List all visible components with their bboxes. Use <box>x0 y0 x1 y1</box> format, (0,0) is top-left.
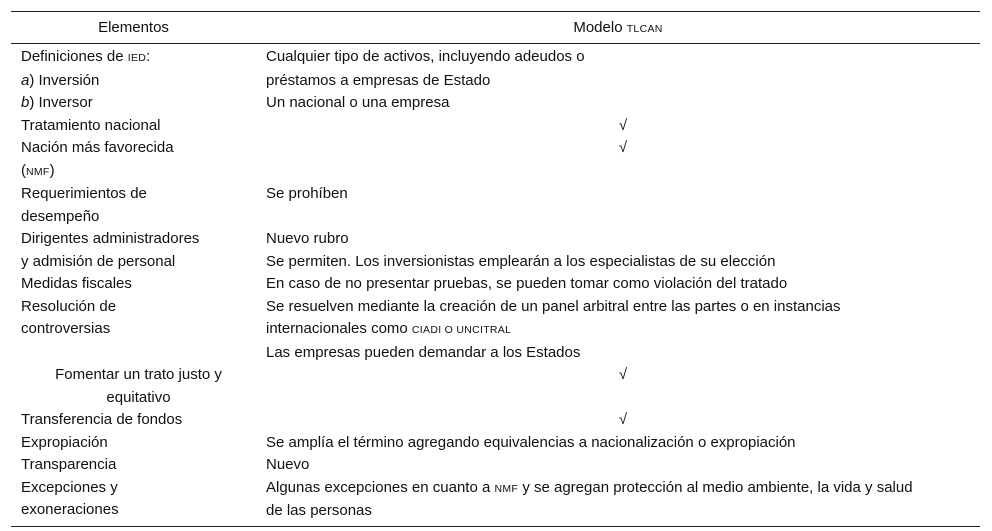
table-row <box>11 44 980 70</box>
table-row <box>11 296 980 342</box>
table-header <box>11 12 980 44</box>
table-row <box>11 273 980 296</box>
table-row <box>11 477 980 527</box>
row-label: Transferencia de fondos <box>21 411 183 428</box>
table-row <box>11 251 980 274</box>
table-row <box>11 409 980 432</box>
row-label: Requerimientos de desempeño <box>21 185 147 225</box>
row-label: Excepciones y exoneraciones <box>21 478 119 518</box>
row-value: Se permiten. Los inversionistas emplearán a los especialistas de su elección <box>266 252 776 270</box>
row-label: Medidas fiscales <box>21 275 132 292</box>
row-label: y admisión de personal <box>21 252 176 270</box>
row-value: Se prohíben <box>266 185 348 202</box>
row-label: Transparencia <box>21 456 117 473</box>
table-row <box>11 70 980 93</box>
check-mark: √ <box>618 366 628 383</box>
header-elementos: Elementos <box>98 19 169 36</box>
table-row <box>11 364 980 409</box>
row-value: Se resuelven mediante la creación de un panel arbitral entre las partes o en instancias internacionales como CIADI O UNCITRAL <box>266 297 841 337</box>
row-label: Fomentar un trato justo y equitativo <box>55 366 222 406</box>
table-row <box>11 454 980 477</box>
row-value: Un nacional o una empresa <box>266 94 450 111</box>
row-label: Dirigentes administradores <box>21 230 200 247</box>
header-row <box>11 12 980 44</box>
row-label: Resolución de controversias <box>21 297 117 337</box>
row-value: Se amplía el término agregando equivalencias a nacionalización o expropiación <box>266 433 796 451</box>
table-row <box>11 183 980 228</box>
row-label: Nación más favorecida (NMF) <box>21 139 174 179</box>
table-row <box>11 137 980 183</box>
table-body <box>11 44 980 527</box>
header-modelo: Modelo TLCAN <box>573 19 663 36</box>
table-row <box>11 92 980 115</box>
table-row <box>11 115 980 138</box>
row-value: Las empresas pueden demandar a los Estados <box>266 343 581 361</box>
check-mark: √ <box>618 411 628 428</box>
check-mark: √ <box>618 139 628 156</box>
table-row <box>11 342 980 365</box>
row-value: préstamos a empresas de Estado <box>266 71 491 89</box>
row-value: En caso de no presentar pruebas, se pueden tomar como violación del tratado <box>266 275 788 292</box>
comparison-table <box>11 11 980 527</box>
row-label: Definiciones de IED: <box>21 48 151 65</box>
row-value: Cualquier tipo de activos, incluyendo adeudos o <box>266 48 585 65</box>
row-value: Nuevo <box>266 456 310 473</box>
table-row <box>11 228 980 251</box>
check-mark: √ <box>618 116 628 134</box>
row-label: b) Inversor <box>21 94 93 111</box>
row-value: Algunas excepciones en cuanto a NMF y se agregan protección al medio ambiente, la vida y salud de las personas <box>266 478 913 519</box>
row-label: Tratamiento nacional <box>21 116 161 134</box>
row-value: Nuevo rubro <box>266 230 349 247</box>
table-row <box>11 432 980 455</box>
row-label: Expropiación <box>21 433 108 451</box>
row-label: a) Inversión <box>21 71 100 89</box>
row-label <box>11 342 256 365</box>
